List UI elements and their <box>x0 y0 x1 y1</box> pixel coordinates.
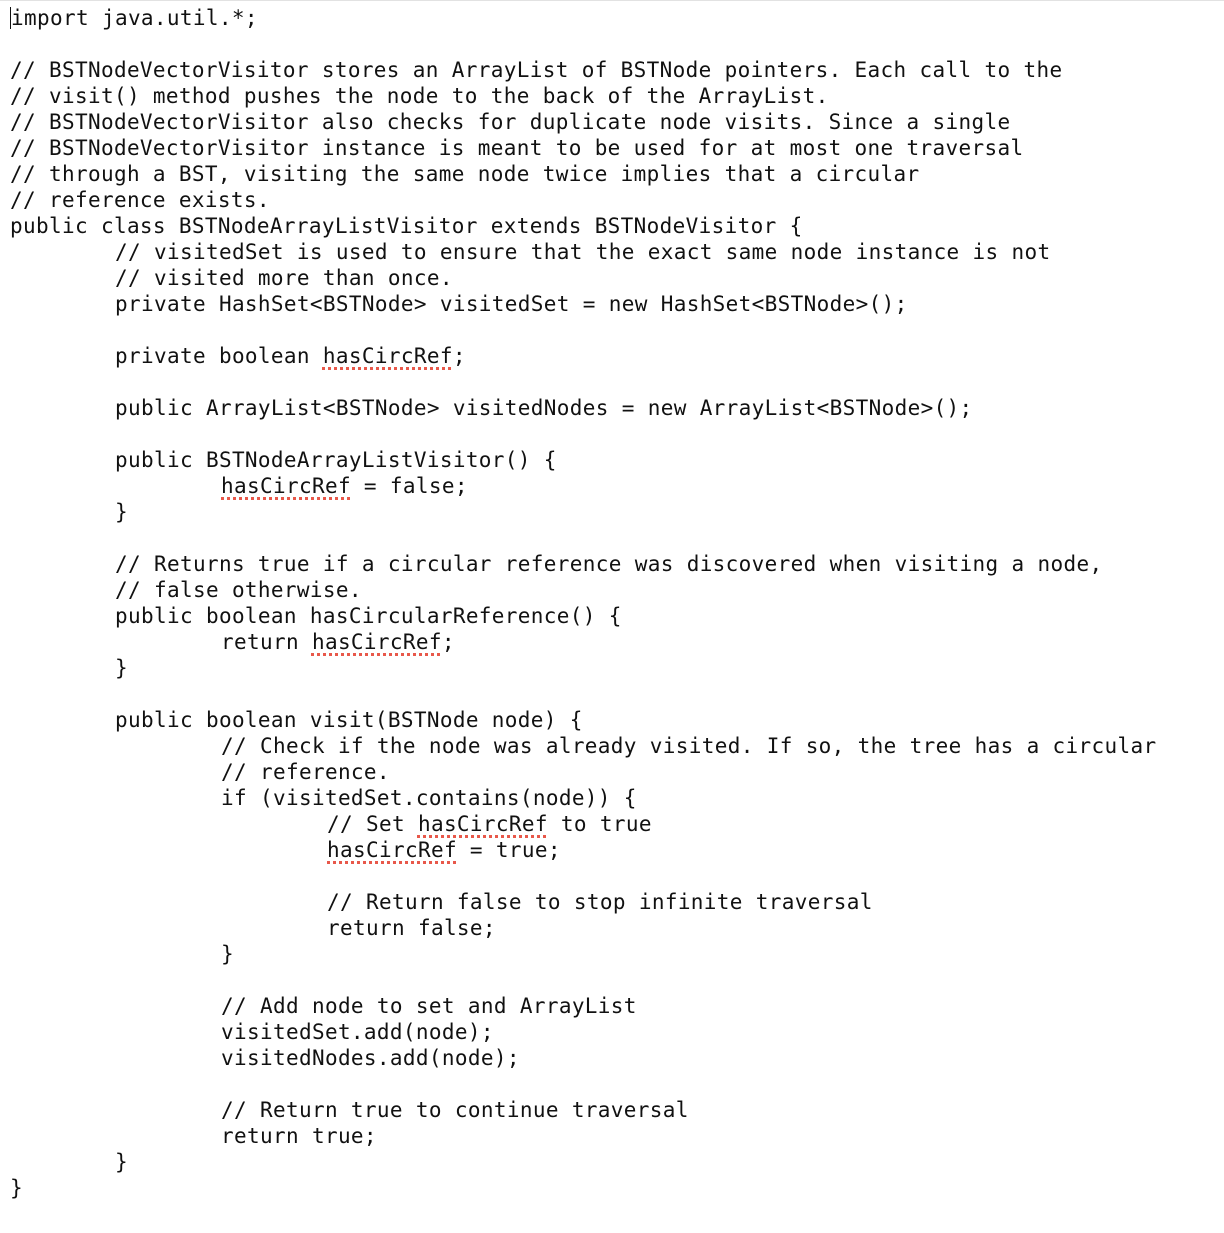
code-line[interactable] <box>10 135 1157 161</box>
code-text: public boolean hasCircularReference() { <box>115 604 622 628</box>
code-line[interactable] <box>10 1123 1157 1149</box>
code-line[interactable] <box>10 551 1157 577</box>
code-text: // Return false to stop infinite traversal <box>327 890 873 914</box>
code-line[interactable] <box>10 915 1157 941</box>
code-line[interactable] <box>10 1149 1157 1175</box>
code-text: public boolean visit(BSTNode node) { <box>115 708 583 732</box>
code-text: private HashSet<BSTNode> visitedSet = new HashSet<BSTNode>(); <box>115 292 908 316</box>
code-line[interactable] <box>10 265 1157 291</box>
code-text: // reference. <box>221 760 390 784</box>
code-text: // Check if the node was already visited. If so, the tree has a circular <box>221 734 1157 758</box>
code-text: // visitedSet is used to ensure that the exact same node instance is not <box>115 240 1051 264</box>
code-text: // Returns true if a circular reference was discovered when visiting a node, <box>115 552 1103 576</box>
misspelled-word: hasCircRef <box>417 812 548 836</box>
code-line[interactable] <box>10 239 1157 265</box>
code-line[interactable] <box>10 1175 1157 1201</box>
code-text: visitedSet.add(node); <box>221 1020 494 1044</box>
code-text: if (visitedSet.contains(node)) { <box>221 786 637 810</box>
code-line[interactable] <box>10 421 1157 447</box>
code-text: private boolean <box>115 344 323 368</box>
code-line[interactable] <box>10 525 1157 551</box>
code-text: } <box>221 942 234 966</box>
code-text: return true; <box>221 1124 377 1148</box>
code-line[interactable] <box>10 785 1157 811</box>
code-line[interactable] <box>10 187 1157 213</box>
code-text: visitedNodes.add(node); <box>221 1046 520 1070</box>
code-line[interactable] <box>10 473 1157 499</box>
code-line[interactable] <box>10 993 1157 1019</box>
code-line[interactable] <box>10 889 1157 915</box>
misspelled-word: hasCircRef <box>327 838 457 862</box>
code-text: // Return true to continue traversal <box>221 1098 689 1122</box>
code-line[interactable] <box>10 109 1157 135</box>
code-area[interactable] <box>10 5 1157 1201</box>
code-text: // reference exists. <box>10 188 270 212</box>
code-text: public class BSTNodeArrayListVisitor extends BSTNodeVisitor { <box>10 214 803 238</box>
code-text: = true; <box>456 838 561 862</box>
code-line[interactable] <box>10 681 1157 707</box>
code-line[interactable] <box>10 161 1157 187</box>
code-line[interactable] <box>10 5 1157 31</box>
code-line[interactable] <box>10 707 1157 733</box>
misspelled-word: hasCircRef <box>221 474 351 498</box>
code-line[interactable] <box>10 395 1157 421</box>
code-line[interactable] <box>10 759 1157 785</box>
code-text: return <box>221 630 312 654</box>
code-line[interactable] <box>10 655 1157 681</box>
code-line[interactable] <box>10 603 1157 629</box>
code-text: } <box>115 656 128 680</box>
code-text: public ArrayList<BSTNode> visitedNodes = new ArrayList<BSTNode>(); <box>115 396 973 420</box>
code-line[interactable] <box>10 213 1157 239</box>
code-line[interactable] <box>10 733 1157 759</box>
code-line[interactable] <box>10 31 1157 57</box>
code-line[interactable] <box>10 863 1157 889</box>
code-text: = false; <box>350 474 468 498</box>
code-text: // Set <box>327 812 418 836</box>
code-text: } <box>10 1176 23 1200</box>
code-line[interactable] <box>10 499 1157 525</box>
code-text: // BSTNodeVectorVisitor also checks for duplicate node visits. Since a single <box>10 110 1011 134</box>
code-line[interactable] <box>10 57 1157 83</box>
code-line[interactable] <box>10 291 1157 317</box>
code-text: // BSTNodeVectorVisitor instance is meant to be used for at most one traversal <box>10 136 1024 160</box>
code-line[interactable] <box>10 1045 1157 1071</box>
code-line[interactable] <box>10 1097 1157 1123</box>
code-line[interactable] <box>10 941 1157 967</box>
code-text: // through a BST, visiting the same node twice implies that a circular <box>10 162 920 186</box>
code-line[interactable] <box>10 343 1157 369</box>
misspelled-word: hasCircRef <box>322 344 453 368</box>
code-line[interactable] <box>10 967 1157 993</box>
code-text: // visit() method pushes the node to the back of the ArrayList. <box>10 84 829 108</box>
code-line[interactable] <box>10 317 1157 343</box>
code-text: public BSTNodeArrayListVisitor() { <box>115 448 557 472</box>
code-text: to true <box>547 812 652 836</box>
code-line[interactable] <box>10 1071 1157 1097</box>
code-line[interactable] <box>10 629 1157 655</box>
code-line[interactable] <box>10 447 1157 473</box>
misspelled-word: hasCircRef <box>311 630 442 654</box>
code-text: // Add node to set and ArrayList <box>221 994 637 1018</box>
code-text: return false; <box>327 916 496 940</box>
code-line[interactable] <box>10 1019 1157 1045</box>
code-text: // visited more than once. <box>115 266 453 290</box>
code-line[interactable] <box>10 83 1157 109</box>
code-text: } <box>115 500 128 524</box>
code-text: import java.util.*; <box>11 6 258 30</box>
code-line[interactable] <box>10 837 1157 863</box>
code-text: } <box>115 1150 128 1174</box>
code-line[interactable] <box>10 369 1157 395</box>
code-text: ; <box>452 344 466 368</box>
code-text: // false otherwise. <box>115 578 362 602</box>
code-text: ; <box>441 630 455 654</box>
code-line[interactable] <box>10 811 1157 837</box>
code-text: // BSTNodeVectorVisitor stores an ArrayList of BSTNode pointers. Each call to the <box>10 58 1063 82</box>
code-line[interactable] <box>10 577 1157 603</box>
